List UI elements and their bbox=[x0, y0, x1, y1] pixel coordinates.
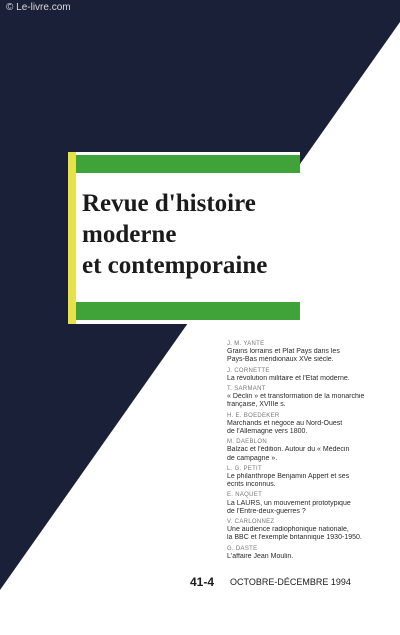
entry-author: T. SARMANT bbox=[227, 386, 266, 393]
entry-author: H. E. BOEDEKER bbox=[227, 412, 280, 419]
entry-title-line: de l'Entre-deux-guerres ? bbox=[227, 507, 306, 515]
contents-entry bbox=[227, 545, 389, 561]
entry-title-line: Grains lorrains et Plat Pays dans les bbox=[227, 348, 340, 356]
entry-author: L. G. PETIT bbox=[227, 465, 262, 472]
entry-title-line: La révolution militaire et l'État moderne. bbox=[227, 374, 350, 382]
entry-author: G. DASTE bbox=[227, 545, 258, 552]
entry-title-line: de l'Allemagne vers 1800. bbox=[227, 428, 308, 436]
entry-title-line: française, XVIIIe s. bbox=[227, 401, 286, 409]
contents-entry bbox=[227, 412, 389, 437]
green-bar-bottom bbox=[76, 302, 300, 320]
entry-author: V. CARLONNEZ bbox=[227, 519, 275, 526]
entry-title-line: écrits inconnus. bbox=[227, 481, 276, 489]
entry-title-line: Une audience radiophonique nationale, bbox=[227, 526, 349, 534]
contents-entry bbox=[227, 385, 389, 410]
green-bar-top bbox=[76, 155, 300, 173]
contents-entry bbox=[227, 518, 389, 543]
yellow-bar bbox=[68, 152, 76, 324]
entry-title-line: Le philanthrope Benjamin Appert et ses bbox=[227, 473, 350, 481]
contents-entry bbox=[227, 465, 389, 490]
entry-title-line: de campagne ». bbox=[227, 454, 278, 462]
contents-entry bbox=[227, 491, 389, 516]
contents-entry bbox=[227, 438, 389, 463]
entry-author: J. CORNETTE bbox=[227, 367, 270, 374]
entry-title-line: L'affaire Jean Moulin. bbox=[227, 552, 294, 560]
issue-number: 41-4 bbox=[190, 575, 215, 589]
entry-title-line: La LAURS, un mouvement prototypique bbox=[227, 499, 351, 507]
entry-title-line: Pays-Bas méridionaux XVe siècle. bbox=[227, 356, 334, 364]
contents-entry bbox=[227, 340, 389, 365]
entry-title-line: la BBC et l'exemple britannique 1930-1950. bbox=[227, 534, 362, 542]
issue-date: OCTOBRE-DÉCEMBRE 1994 bbox=[230, 577, 351, 587]
entry-title-line: « Déclin » et transformation de la monarchie bbox=[227, 393, 365, 401]
watermark-text: © Le-livre.com bbox=[6, 2, 71, 13]
table-of-contents bbox=[227, 340, 389, 563]
title-line: et contemporaine bbox=[82, 252, 268, 279]
title-line: Revue d'histoire bbox=[82, 190, 256, 217]
entry-title-line: Marchands et négoce au Nord-Ouest bbox=[227, 419, 343, 427]
entry-author: E. NAQUET bbox=[227, 492, 263, 499]
contents-entry bbox=[227, 367, 389, 383]
entry-title-line: Balzac et l'édition. Autour du « Médecin bbox=[227, 446, 350, 454]
entry-author: J. M. YANTE bbox=[227, 341, 265, 347]
journal-title bbox=[82, 188, 296, 281]
title-line: moderne bbox=[82, 221, 177, 248]
entry-author: M. DAEBLON bbox=[227, 439, 268, 446]
